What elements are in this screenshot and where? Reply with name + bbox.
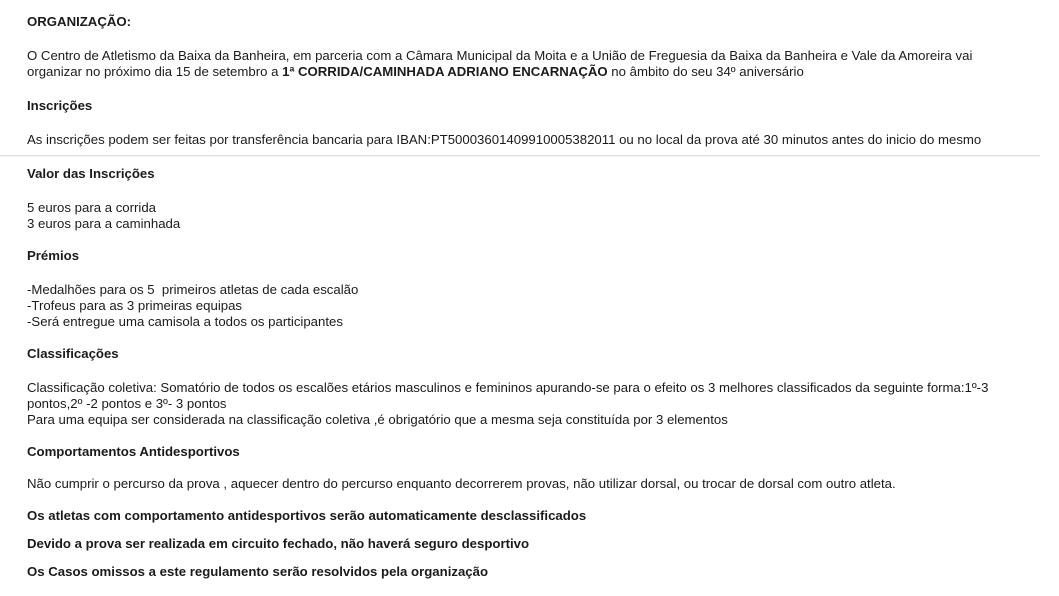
section-paragraph-comportamentos: Não cumprir o percurso da prova , aquecer dentro do percurso enquanto decorrerem provas, não utilizar dorsal, ou trocar de dorsal com outro atleta. <box>27 476 896 491</box>
section-heading-premios: Prémios <box>27 248 80 263</box>
section-heading-comportamentos-antidesportivos: Comportamentos Antidesportivos <box>27 444 240 459</box>
premios-line-medalhoes: -Medalhões para os 5 primeiros atletas de cada escalão <box>27 282 359 297</box>
premios-line-trofeus: -Trofeus para as 3 primeiras equipas <box>27 298 243 313</box>
section-paragraph-inscricoes: As inscrições podem ser feitas por transferência bancaria para IBAN:PT50003601409910005382011 ou no local da prova até 30 minutos antes do inicio do mesmo <box>27 132 982 147</box>
event-name-bold: 1ª CORRIDA/CAMINHADA ADRIANO ENCARNAÇÃO <box>282 64 608 79</box>
organizacao-text-pre: O Centro de Atletismo da Baixa da Banheira, em parceria com a Câmara Municipal da Moita e a União de Freguesia da Baixa da Banheira e Vale da Amoreira vai organizar no próximo dia 15 de setembro a <box>27 48 973 79</box>
section-heading-classificacoes: Classificações <box>27 346 119 361</box>
closing-statement-desclassificados: Os atletas com comportamento antidesportivos serão automaticamente desclassificados <box>27 508 587 523</box>
valor-line-caminhada: 3 euros para a caminhada <box>27 216 181 231</box>
closing-statement-seguro: Devido a prova ser realizada em circuito fechado, não haverá seguro desportivo <box>27 536 530 551</box>
closing-statement-casos-omissos: Os Casos omissos a este regulamento serão resolvidos pela organização <box>27 564 489 579</box>
classificacoes-line-equipa: Para uma equipa ser considerada na classificação coletiva ,é obrigatório que a mesma seja constituída por 3 elementos <box>27 412 728 427</box>
organizacao-text-post: no âmbito do seu 34º aniversário <box>607 64 804 79</box>
valor-line-corrida: 5 euros para a corrida <box>27 200 157 215</box>
premios-line-camisola: -Será entregue uma camisola a todos os participantes <box>27 314 343 329</box>
section-paragraph-organizacao <box>27 48 1027 80</box>
page-edge-shadow <box>0 155 1040 157</box>
section-heading-valor-das-inscricoes: Valor das Inscrições <box>27 166 155 181</box>
section-heading-organizacao: ORGANIZAÇÃO: <box>27 14 132 29</box>
section-heading-inscricoes: Inscrições <box>27 98 93 113</box>
classificacoes-line-coletiva: Classificação coletiva: Somatório de todos os escalões etários masculinos e femininos apurando-se para o efeito os 3 melhores classificados da seguinte forma:1º-3 pontos,2º -2 pontos e 3º- 3 pontos <box>27 380 989 411</box>
